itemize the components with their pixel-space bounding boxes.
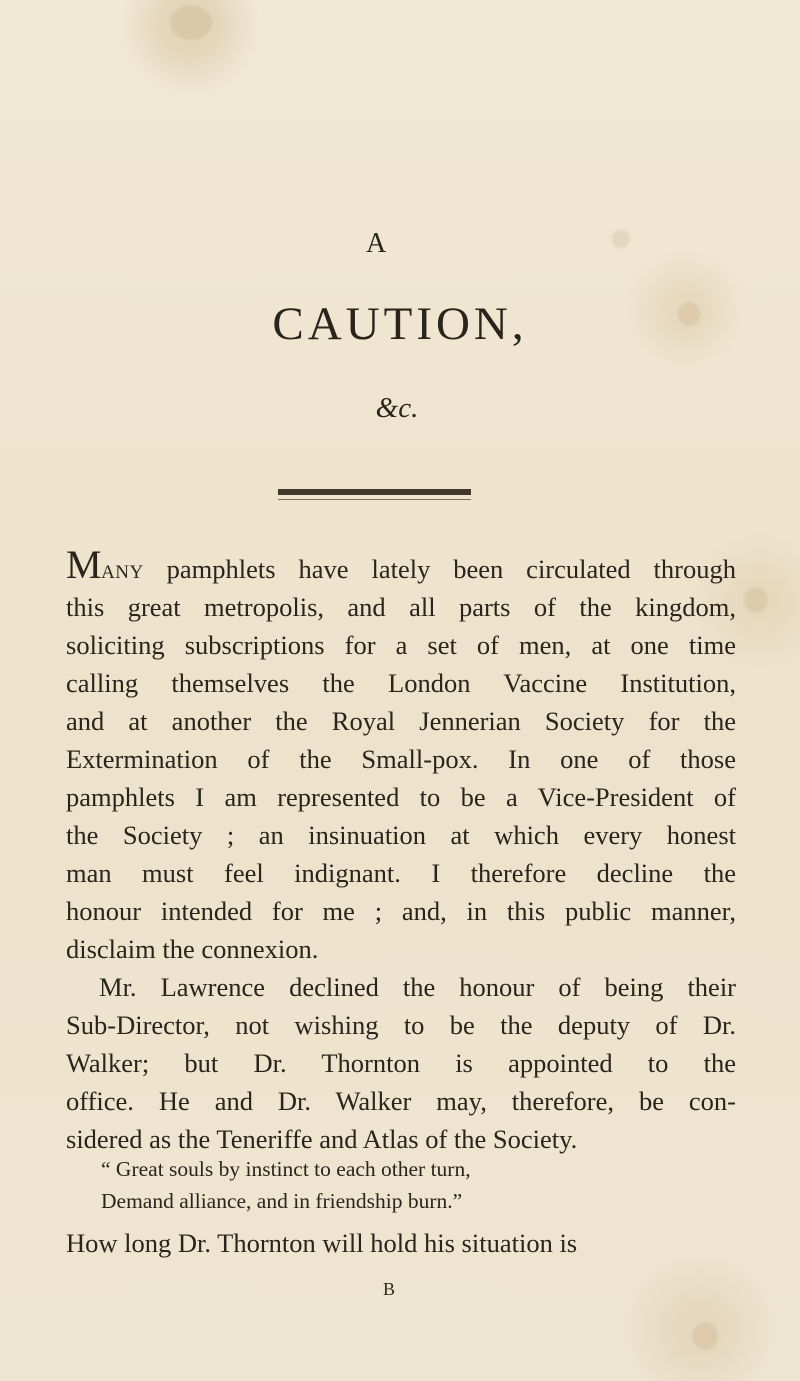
- heading-a: A: [366, 228, 387, 259]
- quotation-line-2: Demand alliance, and in friendship burn.”: [101, 1189, 463, 1213]
- paragraph-1-line-10: honour intended for me ; and, in this public manner,: [66, 896, 736, 926]
- paper-stain: [678, 302, 700, 326]
- paragraph-2-line-5: sidered as the Teneriffe and Atlas of the Society.: [66, 1124, 578, 1154]
- subtitle: &c.: [375, 392, 419, 424]
- signature-mark: B: [382, 1279, 395, 1299]
- quotation-block: [101, 1153, 621, 1217]
- paragraph-1-line-11: disclaim the connexion.: [66, 934, 319, 964]
- paragraph-1-line-3: soliciting subscriptions for a set of men, at one time: [66, 630, 736, 660]
- paragraph-1-line-8: the Society ; an insinuation at which every honest: [66, 820, 736, 850]
- paragraph-1-line-6: Extermination of the Small-pox. In one of those: [66, 744, 736, 774]
- paragraph-2-line-1: Mr. Lawrence declined the honour of being their: [99, 972, 736, 1002]
- page-title: CAUTION,: [272, 298, 528, 350]
- paragraph-1-line-7: pamphlets I am represented to be a Vice-President of: [66, 782, 736, 812]
- decorative-rule-thick: [278, 489, 471, 495]
- main-text: [66, 542, 736, 1158]
- closing-line: How long Dr. Thornton will hold his situation is: [66, 1228, 578, 1258]
- dropcap-letter: M: [66, 542, 103, 587]
- paragraph-1-line-1: [66, 542, 736, 588]
- quotation-line-1: “ Great souls by instinct to each other turn,: [101, 1157, 471, 1181]
- paragraph-1-line-5: and at another the Royal Jennerian Society for the: [66, 706, 736, 736]
- dropcap-word: [66, 542, 144, 588]
- paragraph-2-line-3: Walker; but Dr. Thornton is appointed to the: [66, 1048, 736, 1078]
- paragraph-1-line-1-text: pamphlets have lately been circulated through: [143, 554, 736, 584]
- paper-stain: [612, 230, 630, 248]
- decorative-rule-thin: [278, 499, 471, 500]
- paragraph-2-line-4: office. He and Dr. Walker may, therefore, be con-: [66, 1086, 736, 1116]
- paragraph-1-line-2: this great metropolis, and all parts of the kingdom,: [66, 592, 736, 622]
- paper-stain: [744, 587, 768, 613]
- paragraph-1-line-4: calling themselves the London Vaccine Institution,: [66, 668, 736, 698]
- paper-stain: [692, 1322, 718, 1350]
- dropcap-rest: any: [101, 554, 144, 584]
- paragraph-2-line-2: Sub-Director, not wishing to be the deputy of Dr.: [66, 1010, 736, 1040]
- paragraph-1-line-9: man must feel indignant. I therefore decline the: [66, 858, 736, 888]
- paper-stain: [170, 5, 212, 40]
